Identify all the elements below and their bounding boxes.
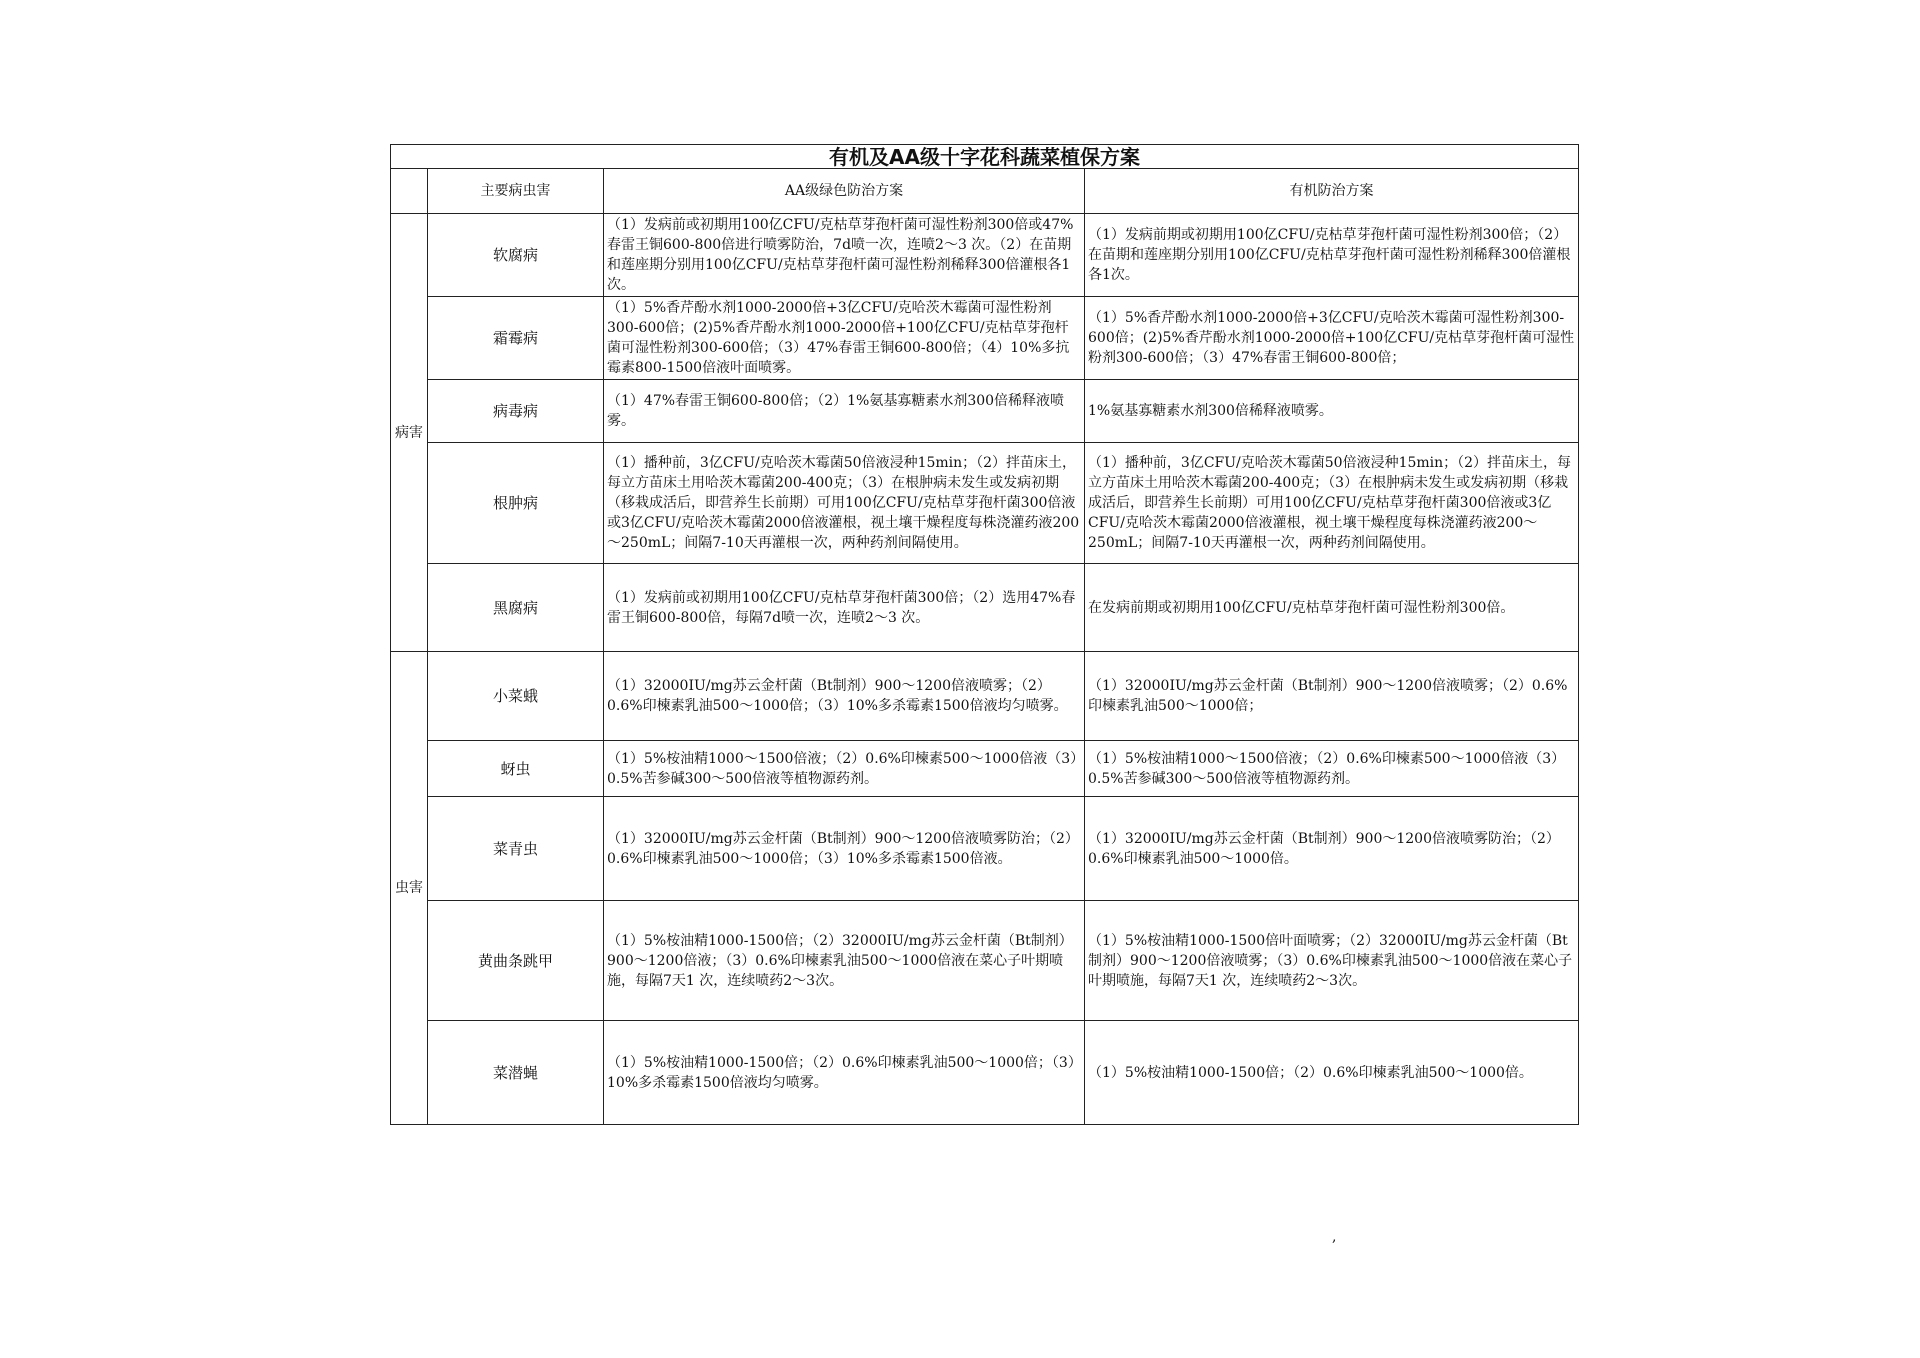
aa-plan-text: （1）32000IU/mg苏云金杆菌（Bt制剂）900～1200倍液喷雾；（2）0.6%印楝素乳油500～1000倍；（3）10%多杀霉素1500倍液均匀喷雾。 [607, 678, 1068, 714]
pest-name: 菜青虫 [428, 797, 604, 901]
aa-plan-cell [604, 297, 1085, 380]
table-title: 有机及AA级十字花科蔬菜植保方案 [391, 145, 1579, 169]
organic-plan-text: （1）5%桉油精1000-1500倍；（2）0.6%印楝素乳油500～1000倍。 [1088, 1064, 1533, 1081]
organic-plan-cell [1085, 741, 1579, 797]
organic-plan-text: （1）5%香芹酚水剂1000-2000倍+3亿CFU/克哈茨木霉菌可湿性粉剂300-600倍；(2)5%香芹酚水剂1000-2000倍+100亿CFU/克枯草芽孢杆菌可湿性粉剂300-600倍；（3）47%春雷王铜600-800倍； [1088, 310, 1575, 366]
category-insect: 虫害 [391, 652, 428, 1125]
aa-plan-cell [604, 652, 1085, 741]
header-organic-plan: 有机防治方案 [1085, 169, 1579, 214]
table-row [391, 297, 1579, 380]
pest-name: 根肿病 [428, 443, 604, 564]
pest-name: 霜霉病 [428, 297, 604, 380]
organic-plan-text: 在发病前期或初期用100亿CFU/克枯草芽孢杆菌可湿性粉剂300倍。 [1088, 599, 1515, 616]
aa-plan-cell [604, 741, 1085, 797]
aa-plan-cell [604, 901, 1085, 1021]
pest-name: 菜潜蝇 [428, 1021, 604, 1125]
table-row [391, 797, 1579, 901]
aa-plan-text: （1）5%香芹酚水剂1000-2000倍+3亿CFU/克哈茨木霉菌可湿性粉剂300-600倍；(2)5%香芹酚水剂1000-2000倍+100亿CFU/克枯草芽孢杆菌可湿性粉剂300-600倍；（3）47%春雷王铜600-800倍；（4）10%多抗霉素800-1500倍液叶面喷雾。 [607, 300, 1070, 376]
organic-plan-text: （1）播种前，3亿CFU/克哈茨木霉菌50倍液浸种15min；（2）拌苗床土，每立方苗床土用哈茨木霉菌200-400克；（3）在根肿病未发生或发病初期（移栽成活后，即营养生长前期）可用100亿CFU/克枯草芽孢杆菌300倍液或3亿CFU/克哈茨木霉菌2000倍液灌根，视土壤干燥程度每株浇灌药液200～250mL；间隔7-10天再灌根一次，两种药剂间隔使用。 [1088, 455, 1572, 551]
table-row [391, 1021, 1579, 1125]
pest-name: 小菜蛾 [428, 652, 604, 741]
organic-plan-text: （1）32000IU/mg苏云金杆菌（Bt制剂）900～1200倍液喷雾；（2）0.6%印楝素乳油500～1000倍； [1088, 678, 1568, 714]
table-row [391, 652, 1579, 741]
organic-plan-cell [1085, 214, 1579, 297]
table-row [391, 741, 1579, 797]
organic-plan-cell [1085, 652, 1579, 741]
organic-plan-cell [1085, 380, 1579, 443]
aa-plan-cell [604, 564, 1085, 652]
organic-plan-cell [1085, 564, 1579, 652]
organic-plan-cell [1085, 443, 1579, 564]
title-row [391, 145, 1579, 169]
pest-name: 软腐病 [428, 214, 604, 297]
header-row [391, 169, 1579, 214]
organic-plan-text: 1%氨基寡糖素水剂300倍稀释液喷雾。 [1088, 403, 1333, 419]
header-blank [391, 169, 428, 214]
aa-plan-text: （1）5%桉油精1000～1500倍液；（2）0.6%印楝素500～1000倍液（3）0.5%苦参碱300～500倍液等植物源药剂。 [607, 750, 1078, 787]
organic-plan-cell [1085, 1021, 1579, 1125]
pest-name: 黄曲条跳甲 [428, 901, 604, 1021]
organic-plan-text: （1）5%桉油精1000～1500倍液；（2）0.6%印楝素500～1000倍液（3）0.5%苦参碱300～500倍液等植物源药剂。 [1088, 750, 1566, 787]
table-row [391, 564, 1579, 652]
aa-plan-text: （1）5%桉油精1000-1500倍；（2）0.6%印楝素乳油500～1000倍；（3）10%多杀霉素1500倍液均匀喷雾。 [607, 1054, 1075, 1091]
table-row [391, 901, 1579, 1021]
pest-name: 病毒病 [428, 380, 604, 443]
aa-plan-text: （1）播种前，3亿CFU/克哈茨木霉菌50倍液浸种15min；（2）拌苗床土，每立方苗床土用哈茨木霉菌200-400克；（3）在根肿病未发生或发病初期（移栽成活后，即营养生长前期）可用100亿CFU/克枯草芽孢杆菌300倍液或3亿CFU/克哈茨木霉菌2000倍液灌根，视土壤干燥程度每株浇灌药液200～250mL；间隔7-10天再灌根一次，两种药剂间隔使用。 [607, 455, 1080, 551]
aa-plan-cell [604, 214, 1085, 297]
aa-plan-text: （1）32000IU/mg苏云金杆菌（Bt制剂）900～1200倍液喷雾防治；（2）0.6%印楝素乳油500～1000倍；（3）10%多杀霉素1500倍液。 [607, 830, 1079, 867]
plant-protection-table [390, 144, 1579, 1125]
aa-plan-text: （1）发病前或初期用100亿CFU/克枯草芽孢杆菌可湿性粉剂300倍或47%春雷王铜600-800倍进行喷雾防治，7d喷一次，连喷2～3 次。（2）在苗期和莲座期分别用100亿CFU/克枯草芽孢杆菌可湿性粉剂稀释300倍灌根各1次。 [607, 217, 1074, 293]
organic-plan-text: （1）5%桉油精1000-1500倍叶面喷雾；（2）32000IU/mg苏云金杆菌（Bt制剂）900～1200倍液喷雾；（3）0.6%印楝素乳油500～1000倍液在菜心子叶期喷施，每隔7天1 次，连续喷药2～3次。 [1088, 932, 1573, 989]
aa-plan-cell [604, 380, 1085, 443]
pest-name: 蚜虫 [428, 741, 604, 797]
aa-plan-cell [604, 1021, 1085, 1125]
table-row [391, 380, 1579, 443]
organic-plan-cell [1085, 297, 1579, 380]
aa-plan-text: （1）发病前或初期用100亿CFU/克枯草芽孢杆菌300倍；（2）选用47%春雷王铜600-800倍，每隔7d喷一次，连喷2～3 次。 [607, 589, 1076, 626]
organic-plan-cell [1085, 901, 1579, 1021]
organic-plan-text: （1）32000IU/mg苏云金杆菌（Bt制剂）900～1200倍液喷雾防治；（2）0.6%印楝素乳油500～1000倍。 [1088, 830, 1560, 867]
footer-mark: , [1332, 1229, 1337, 1245]
organic-plan-cell [1085, 797, 1579, 901]
table-row [391, 214, 1579, 297]
category-disease: 病害 [391, 214, 428, 652]
aa-plan-text: （1）5%桉油精1000-1500倍；（2）32000IU/mg苏云金杆菌（Bt制剂）900～1200倍液；（3）0.6%印楝素乳油500～1000倍液在菜心子叶期喷施，每隔7天1 次，连续喷药2～3次。 [607, 932, 1073, 989]
aa-plan-cell [604, 797, 1085, 901]
aa-plan-cell [604, 443, 1085, 564]
organic-plan-text: （1）发病前期或初期用100亿CFU/克枯草芽孢杆菌可湿性粉剂300倍；（2）在苗期和莲座期分别用100亿CFU/克枯草芽孢杆菌可湿性粉剂稀释300倍灌根各1次。 [1088, 227, 1571, 283]
aa-plan-text: （1）47%春雷王铜600-800倍；（2）1%氨基寡糖素水剂300倍稀释液喷雾。 [607, 393, 1065, 429]
header-aa-plan: AA级绿色防治方案 [604, 169, 1085, 214]
table-row [391, 443, 1579, 564]
header-pest: 主要病虫害 [428, 169, 604, 214]
pest-name: 黑腐病 [428, 564, 604, 652]
